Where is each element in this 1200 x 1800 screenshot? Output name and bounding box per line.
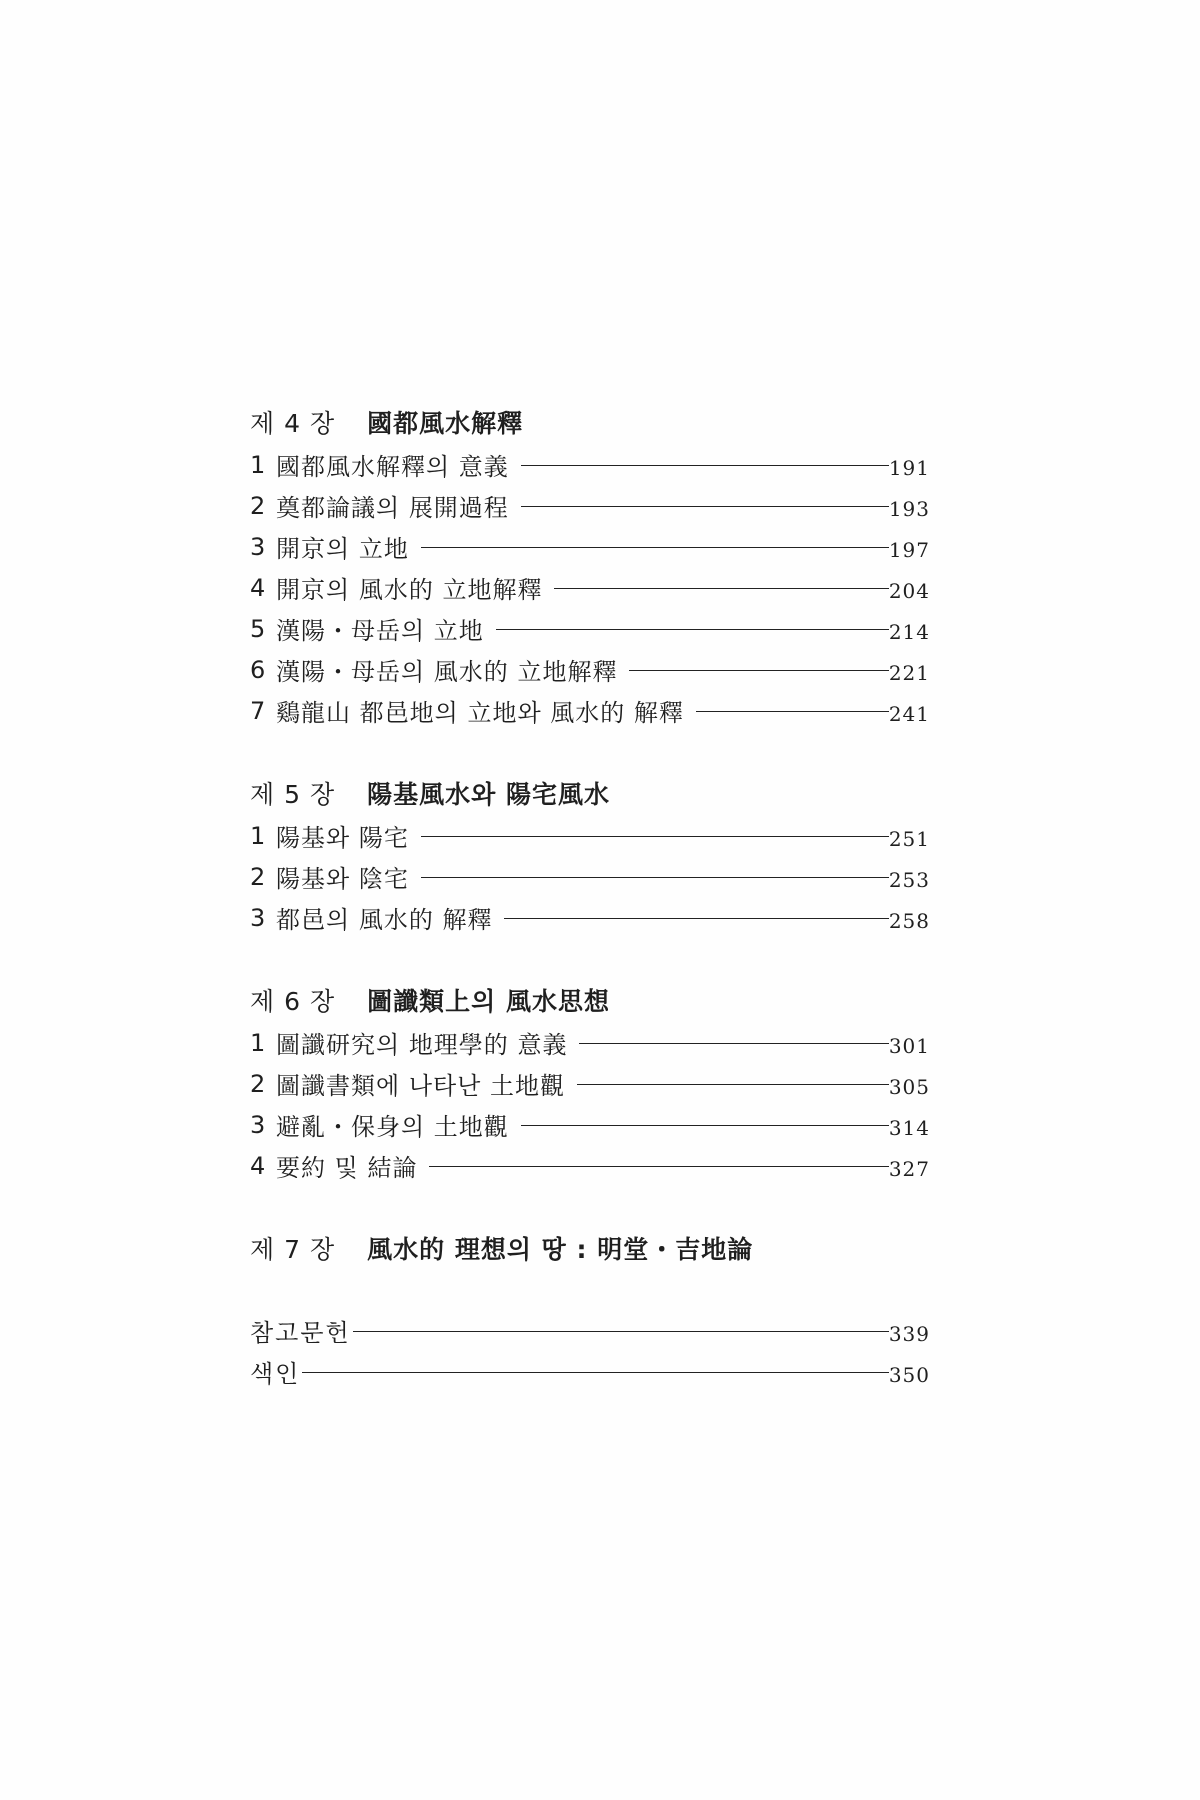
leader-line: [429, 1166, 888, 1167]
toc-entry: [250, 608, 930, 649]
toc-entry: [250, 485, 930, 526]
leader-line: [353, 1331, 889, 1332]
leader-line: [496, 629, 889, 630]
leader-line: [521, 1125, 889, 1126]
entry-page-number: 241: [888, 701, 930, 726]
leader-line: [421, 877, 889, 878]
entry-title: 開京의 風水的 立地解釋: [276, 576, 543, 604]
chapter-heading: [250, 771, 930, 815]
leader-line: [577, 1084, 889, 1085]
chapter-title: 國都風水解釋: [367, 409, 524, 438]
entry-page-number: 197: [888, 537, 930, 562]
entry-number: 7: [250, 696, 266, 725]
leader-line: [421, 547, 889, 548]
entry-number: 4: [250, 573, 266, 602]
chapter-7: [250, 1226, 930, 1270]
entry-number: 2: [250, 1069, 266, 1098]
chapter-label: 제 4 장: [250, 409, 336, 438]
leader-line: [521, 465, 889, 466]
entry-title: 漢陽・母岳의 立地: [276, 617, 484, 645]
chapter-5: [250, 771, 930, 938]
leader-line: [302, 1372, 888, 1373]
entry-page-number: 221: [888, 660, 930, 685]
toc-entry: [250, 1145, 930, 1186]
toc-entry: [250, 815, 930, 856]
chapter-title: 風水的 理想의 땅 : 明堂・吉地論: [367, 1235, 754, 1264]
back-matter: [250, 1310, 930, 1392]
entry-number: 1: [250, 1028, 266, 1057]
entry-title: 奠都論議의 展開過程: [276, 494, 509, 522]
toc-entry: [250, 526, 930, 567]
entry-number: 1: [250, 450, 266, 479]
entry-page-number: 193: [888, 496, 930, 521]
chapter-heading: [250, 1226, 930, 1270]
toc-entry: [250, 1104, 930, 1145]
leader-line: [521, 506, 889, 507]
entry-number: 5: [250, 614, 266, 643]
entry-title: 要約 및 結論: [276, 1154, 418, 1182]
entry-number: 1: [250, 821, 266, 850]
leader-line: [421, 836, 889, 837]
toc-entry-references: [250, 1310, 930, 1351]
toc-entry: [250, 567, 930, 608]
toc-entry: [250, 856, 930, 897]
entry-number: 3: [250, 532, 266, 561]
chapter-title: 陽基風水와 陽宅風水: [367, 780, 610, 809]
leader-line: [504, 918, 888, 919]
table-of-contents: [250, 400, 930, 1392]
entry-number: 2: [250, 491, 266, 520]
entry-page-number: 327: [888, 1156, 930, 1181]
chapter-label: 제 5 장: [250, 780, 336, 809]
chapter-label: 제 6 장: [250, 987, 336, 1016]
entry-number: 3: [250, 1110, 266, 1139]
entry-page-number: 251: [888, 826, 930, 851]
entry-page-number: 350: [888, 1362, 930, 1387]
entry-number: 4: [250, 1151, 266, 1180]
chapter-4: [250, 400, 930, 731]
entry-title: 都邑의 風水的 解釋: [276, 906, 493, 934]
entry-page-number: 301: [888, 1033, 930, 1058]
entry-title: 陽基와 陰宅: [276, 865, 409, 893]
entry-title: 開京의 立地: [276, 535, 409, 563]
entry-title: 색인: [250, 1360, 301, 1388]
leader-line: [579, 1043, 888, 1044]
entry-title: 鷄龍山 都邑地의 立地와 風水的 解釋: [276, 699, 684, 727]
leader-line: [629, 670, 888, 671]
entry-title: 참고문헌: [250, 1319, 351, 1347]
toc-entry: [250, 1063, 930, 1104]
entry-title: 圖讖書類에 나타난 土地觀: [276, 1072, 565, 1100]
chapter-6: [250, 978, 930, 1186]
entry-page-number: 214: [888, 619, 930, 644]
entry-title: 避亂・保身의 土地觀: [276, 1113, 509, 1141]
entry-page-number: 258: [888, 908, 930, 933]
chapter-title: 圖讖類上의 風水思想: [367, 987, 610, 1016]
entry-title: 陽基와 陽宅: [276, 824, 409, 852]
chapter-heading: [250, 400, 930, 444]
entry-page-number: 191: [888, 455, 930, 480]
chapter-label: 제 7 장: [250, 1235, 336, 1264]
entry-number: 3: [250, 903, 266, 932]
toc-entry: [250, 1022, 930, 1063]
leader-line: [696, 711, 889, 712]
toc-entry: [250, 897, 930, 938]
entry-page-number: 339: [888, 1321, 930, 1346]
entry-page-number: 253: [888, 867, 930, 892]
toc-entry: [250, 649, 930, 690]
entry-number: 6: [250, 655, 266, 684]
entry-page-number: 305: [888, 1074, 930, 1099]
toc-entry: [250, 690, 930, 731]
entry-number: 2: [250, 862, 266, 891]
entry-title: 國都風水解釋의 意義: [276, 453, 509, 481]
entry-page-number: 314: [888, 1115, 930, 1140]
chapter-heading: [250, 978, 930, 1022]
entry-title: 圖讖研究의 地理學的 意義: [276, 1031, 568, 1059]
entry-title: 漢陽・母岳의 風水的 立地解釋: [276, 658, 618, 686]
toc-entry: [250, 444, 930, 485]
toc-entry-index: [250, 1351, 930, 1392]
leader-line: [554, 588, 888, 589]
entry-page-number: 204: [888, 578, 930, 603]
